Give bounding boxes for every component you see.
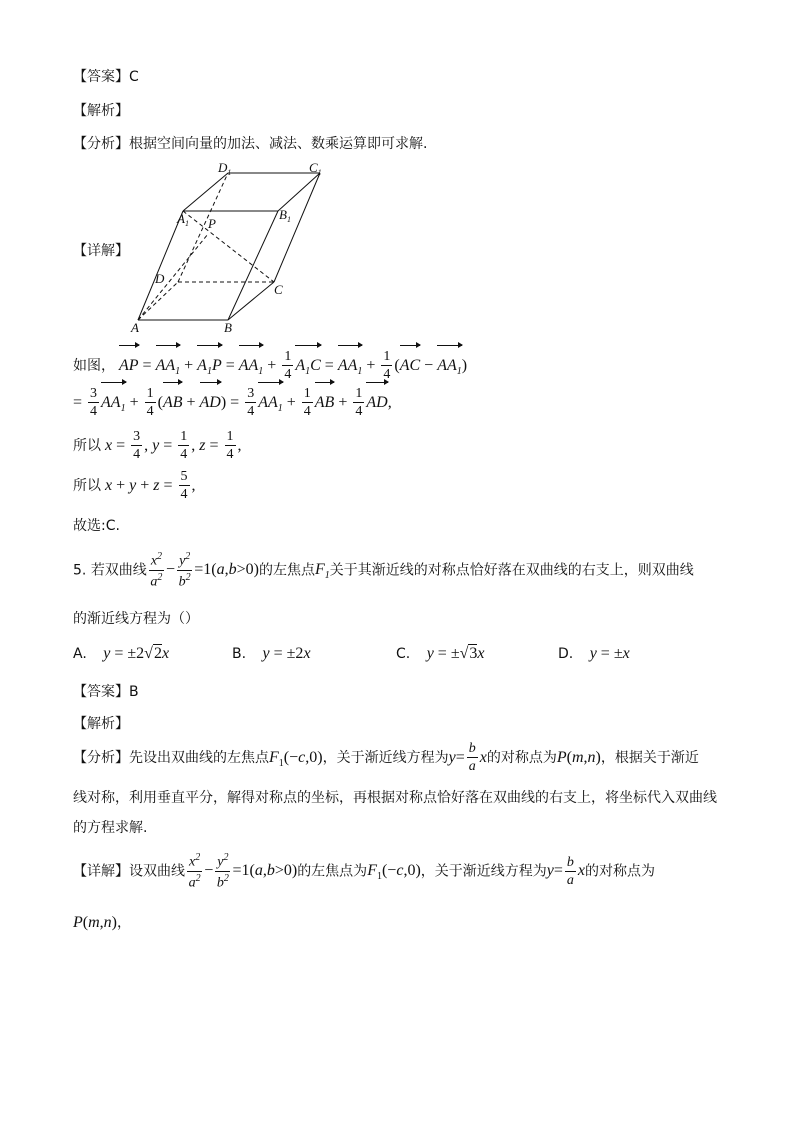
vector-eq-line2: = $\frac{3}{4}$ $AA_1$ + $\frac{1}{4}$ (AB + AD) = $\frac{3}{4}$ $AA_1$ + $\frac{1}{4}$ AB + $\frac{1}{4}$ AD, (73, 385, 392, 421)
xyz-values-line: 所以 x = $\frac{3}{4}$ , y = $\frac{1}{4}$ , z = $\frac{1}{4}$ , (73, 429, 242, 463)
q4-select: 故选:C. (73, 518, 120, 534)
q5-stem-line1: 5. 若双曲线 $\frac{x^2}{a^2}$ − $\frac{y^2}{b^2}$ =1(a,b>0)的左焦点$F_1$关于其渐近线的对称点恰好落在双曲线的右支上，则双曲线 (73, 551, 694, 590)
label-B1: $B_1$ (279, 207, 291, 224)
q5-option-d: D. y = ±x (558, 645, 630, 662)
q5-option-b: B. y = ±2x (232, 645, 311, 662)
sum-line: 所以 x + y + z = $\frac{5}{4}$ , (73, 469, 196, 503)
label-B: B (224, 320, 232, 335)
label-D1: $D_1$ (218, 160, 232, 177)
answer-tag: 【答案】 (73, 684, 129, 700)
fenxi-text: 根据空间向量的加法、减法、数乘运算即可求解. (129, 136, 428, 152)
q4-answer-line (73, 66, 139, 86)
q4-analysis-tag: 【解析】 (73, 103, 129, 119)
q4-fenxi-line (73, 133, 427, 153)
fenxi-tag: 【分析】 (73, 136, 129, 152)
label-A1: $A_1$ (177, 211, 189, 228)
q5-fenxi-line1: 【分析】先设出双曲线的左焦点$F_1(-c,0)$，关于渐近线方程为y= $\frac{b}{a}$ x的对称点为P(m,n)，根据关于渐近 (73, 741, 699, 775)
q5-detail-line2: P(m,n)， (73, 914, 131, 931)
label-C: C (274, 282, 283, 297)
answer-value: C (129, 69, 139, 85)
q4-detail-tag: 【详解】 (73, 243, 129, 259)
q5-detail-line1: 【详解】设双曲线 $\frac{x^2}{a^2}$ − $\frac{y^2}{b^2}$ =1(a,b>0)的左焦点为$F_1(-c,0)$，关于渐近线方程为y= $\frac{b}{a}$ x的对称点为 (73, 852, 656, 891)
q5-answer-line (73, 681, 139, 701)
label-P: P (208, 216, 216, 231)
q5-option-a: A. y = ±2√2x (73, 645, 170, 662)
parallelepiped-figure (128, 160, 328, 335)
answer-value: B (129, 684, 139, 700)
label-A: A (131, 320, 139, 335)
q5-stem-line2: 的渐近线方程为（） (73, 611, 199, 627)
answer-tag: 【答案】 (73, 69, 129, 85)
q5-fenxi-line2: 线对称，利用垂直平分，解得对称点的坐标，再根据对称点恰好落在双曲线的右支上，将坐标代入双曲线 (73, 790, 717, 806)
q5-option-c: C. y = ±√3x (396, 645, 485, 662)
vector-eq-line1: 如图， AP = $AA_1 + A_1P = AA_1$ + $\frac{1}{4}$ $A_1C = AA_1$ + $\frac{1}{4}$ $(AC - AA_1)$ (73, 348, 467, 384)
label-D: D (155, 271, 165, 286)
q5-fenxi-line3: 的方程求解. (73, 820, 148, 836)
label-C1: $C_1$ (309, 160, 322, 177)
q5-analysis-tag: 【解析】 (73, 716, 129, 732)
